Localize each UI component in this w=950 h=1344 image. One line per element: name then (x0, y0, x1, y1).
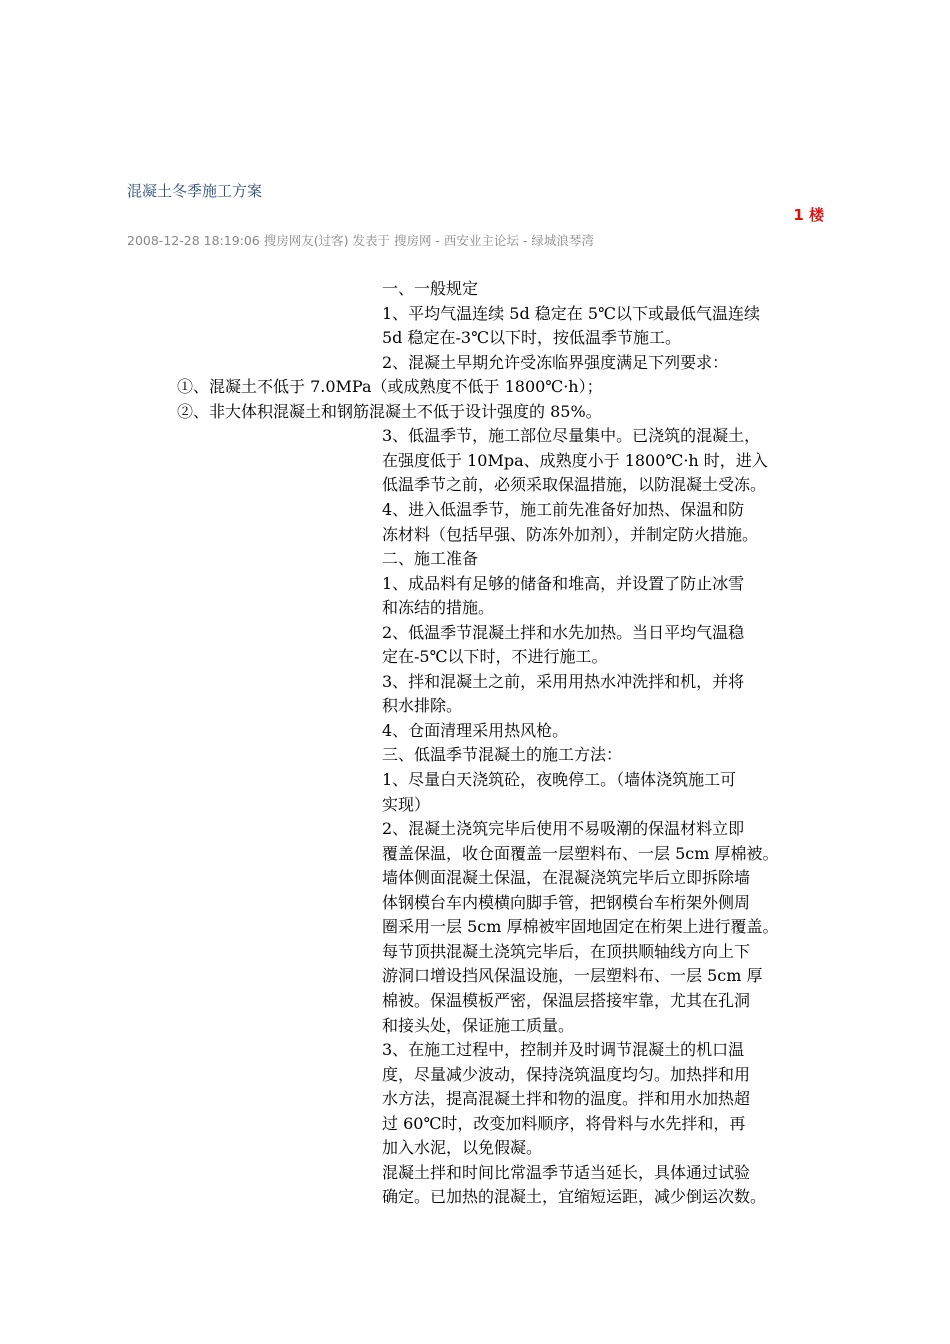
body-line: 4、进入低温季节，施工前先准备好加热、保温和防 (382, 499, 745, 519)
body-line: 冻材料（包括早强、防冻外加剂），并制定防火措施。 (382, 524, 759, 544)
floor-number: 1 楼 (793, 206, 824, 224)
body-line: 和接头处，保证施工质量。 (382, 1015, 575, 1035)
body-line: 1、成品料有足够的储备和堆高，并设置了防止冰雪 (382, 573, 745, 593)
body-line: 覆盖保温，收仓面覆盖一层塑料布、一层 5cm 厚棉被。 (382, 843, 779, 863)
body-line: 低温季节之前，必须采取保温措施，以防混凝土受冻。 (382, 475, 767, 495)
body-line: 1、尽量白天浇筑砼，夜晚停工。（墙体浇筑施工可 (382, 770, 737, 789)
body-line: 过 60℃时，改变加料顺序，将骨料与水先拌和，再 (382, 1113, 746, 1133)
body-line: 度，尽量减少波动，保持浇筑温度均匀。加热拌和用 (382, 1064, 751, 1084)
body-line: 实现） (382, 794, 431, 814)
body-line: 3、在施工过程中，控制并及时调节混凝土的机口温 (382, 1040, 745, 1060)
body-line: 二、施工准备 (382, 549, 479, 569)
body-line: 5d 稳定在-3℃以下时，按低温季节施工。 (382, 328, 681, 348)
body-line: 2、混凝土浇筑完毕后使用不易吸潮的保温材料立即 (382, 819, 745, 839)
body-line: 2、混凝土早期允许受冻临界强度满足下列要求： (382, 352, 729, 372)
body-line: 棉被。保温模板严密，保温层搭接牢靠，尤其在孔洞 (382, 990, 751, 1010)
post-meta (127, 231, 594, 249)
body-line: 在强度低于 10Mpa、成熟度小于 1800℃·h 时，进入 (382, 450, 768, 470)
body-line: 3、低温季节，施工部位尽量集中。已浇筑的混凝土， (382, 426, 761, 446)
post-timestamp: 2008-12-28 18:19:06 (127, 233, 260, 248)
post-title[interactable]: 混凝土冬季施工方案 (127, 182, 263, 200)
body-line: 混凝土拌和时间比常温季节适当延长，具体通过试验 (382, 1162, 751, 1182)
body-line: 和冻结的措施。 (382, 598, 495, 618)
body-line: 积水排除。 (382, 696, 463, 716)
body-line: 水方法，提高混凝土拌和物的温度。拌和用水加热超 (382, 1089, 751, 1109)
body-line: 定在-5℃以下时，不进行施工。 (382, 647, 608, 667)
body-line: 游洞口增设挡风保温设施，一层塑料布、一层 5cm 厚 (382, 966, 763, 986)
body-line: 每节顶拱混凝土浇筑完毕后，在顶拱顺轴线方向上下 (382, 941, 751, 961)
body-line: 1、平均气温连续 5d 稳定在 5℃以下或最低气温连续 (382, 303, 760, 323)
body-line: 加入水泥，以免假凝。 (382, 1138, 543, 1158)
body-line: 4、仓面清理采用热风枪。 (382, 720, 569, 740)
body-line: 体钢模台车内模横向脚手管，把钢模台车桁架外侧周 (382, 892, 751, 912)
body-line: ②、非大体积混凝土和钢筋混凝土不低于设计强度的 85%。 (177, 401, 602, 421)
body-line: 确定。已加热的混凝土，宜缩短运距，减少倒运次数。 (382, 1187, 767, 1207)
body-line: ①、混凝土不低于 7.0MPa（或成熟度不低于 1800℃·h）； (177, 377, 603, 397)
body-line: 一、一般规定 (382, 279, 479, 298)
body-line: 2、低温季节混凝土拌和水先加热。当日平均气温稳 (382, 622, 745, 642)
body-line: 墙体侧面混凝土保温，在混凝浇筑完毕后立即拆除墙 (382, 868, 751, 888)
post-author-source: 搜房网友(过客) 发表于 搜房网 - 西安业主论坛 - 绿城浪琴湾 (263, 233, 594, 248)
body-line: 三、低温季节混凝土的施工方法： (382, 745, 623, 765)
body-line: 3、拌和混凝土之前，采用用热水冲洗拌和机，并将 (382, 671, 745, 691)
body-line: 圈采用一层 5cm 厚棉被牢固地固定在桁架上进行覆盖。 (382, 917, 779, 937)
